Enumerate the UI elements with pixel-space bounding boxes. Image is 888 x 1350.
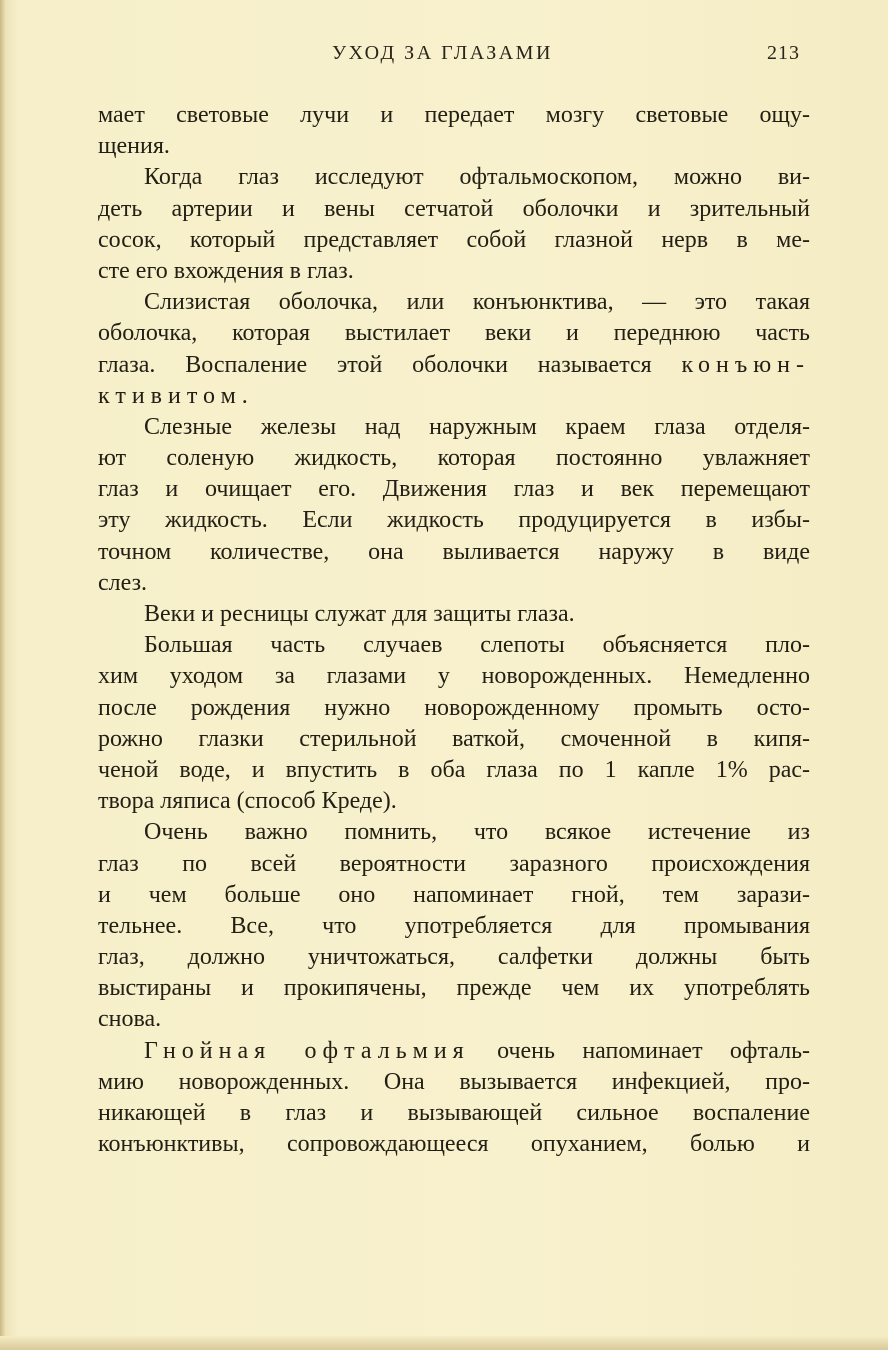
text-segment: очень напоминает офталь- [497, 1037, 810, 1064]
text-line: тельнее. Все, что употребляется для промывания [98, 912, 810, 939]
text-line: глаз, должно уничтожаться, салфетки должны быть [98, 944, 810, 971]
text-line: глаз и очищает его. Движения глаз и век перемещают [98, 476, 810, 503]
text-line: выстираны и прокипячены, прежде чем их употреблять [98, 975, 810, 1002]
text-line: сте его вхождения в глаз. [98, 257, 354, 284]
text-line [98, 350, 810, 381]
text-line: никающей в глаз и вызывающей сильное воспаление [98, 1100, 810, 1126]
text-line [98, 1036, 810, 1067]
text-line-spaced: ктивитом. [98, 382, 254, 409]
text-line: мает световые лучи и передает мозгу световые ощу- [98, 102, 810, 128]
text-segment: глаза. Воспаление этой оболочки называется [98, 351, 652, 378]
text-line: сосок, который представляет собой глазной нерв в ме- [98, 226, 810, 253]
text-line: Веки и ресницы служат для защиты глаза. [144, 601, 575, 627]
text-line: деть артерии и вены сетчатой оболочки и зрительный [98, 195, 810, 222]
text-line: оболочка, которая выстилает веки и переднюю часть [98, 320, 810, 347]
body-text [98, 100, 810, 1160]
text-line: мию новорожденных. Она вызывается инфекцией, про- [98, 1068, 810, 1095]
spaced-term: Гнойная офтальмия [144, 1037, 470, 1064]
text-line: ют соленую жидкость, которая постоянно увлажняет [98, 445, 810, 472]
text-line: точном количестве, она выливается наружу в виде [98, 538, 810, 565]
text-line: рожно глазки стерильной ваткой, смоченной в кипя- [98, 725, 810, 752]
text-line: Большая часть случаев слепоты объясняется пло- [144, 632, 810, 659]
text-line: Когда глаз исследуют офтальмоскопом, можно ви- [144, 164, 810, 191]
text-line: снова. [98, 1006, 162, 1033]
text-line: ченой воде, и впустить в оба глаза по 1 капле 1% рас- [98, 756, 810, 783]
page-left-edge [0, 0, 6, 1350]
page-bottom-edge [0, 1336, 888, 1350]
text-line: Очень важно помнить, что всякое истечение из [144, 819, 810, 846]
text-line: глаз по всей вероятности заразного происхождения [98, 850, 810, 877]
text-line: щения. [98, 133, 170, 160]
text-line: Слезные железы над наружным краем глаза отделя- [144, 413, 810, 440]
text-line: Слизистая оболочка, или конъюнктива, — это такая [144, 289, 810, 316]
spaced-term: конъюн- [681, 351, 810, 378]
text-line: хим уходом за глазами у новорожденных. Немедленно [98, 663, 810, 690]
text-line: после рождения нужно новорожденному промыть осто- [98, 694, 810, 721]
text-line: слез. [98, 569, 148, 596]
text-line: конъюнктивы, сопровождающееся опуханием, болью и [98, 1131, 810, 1158]
text-line: эту жидкость. Если жидкость продуцируется в избы- [98, 507, 810, 534]
text-line: твора ляписа (способ Креде). [98, 788, 397, 815]
running-head: УХОД ЗА ГЛАЗАМИ [332, 42, 553, 64]
page-number: 213 [767, 42, 800, 64]
text-line: и чем больше оно напоминает гной, тем зарази- [98, 881, 810, 908]
